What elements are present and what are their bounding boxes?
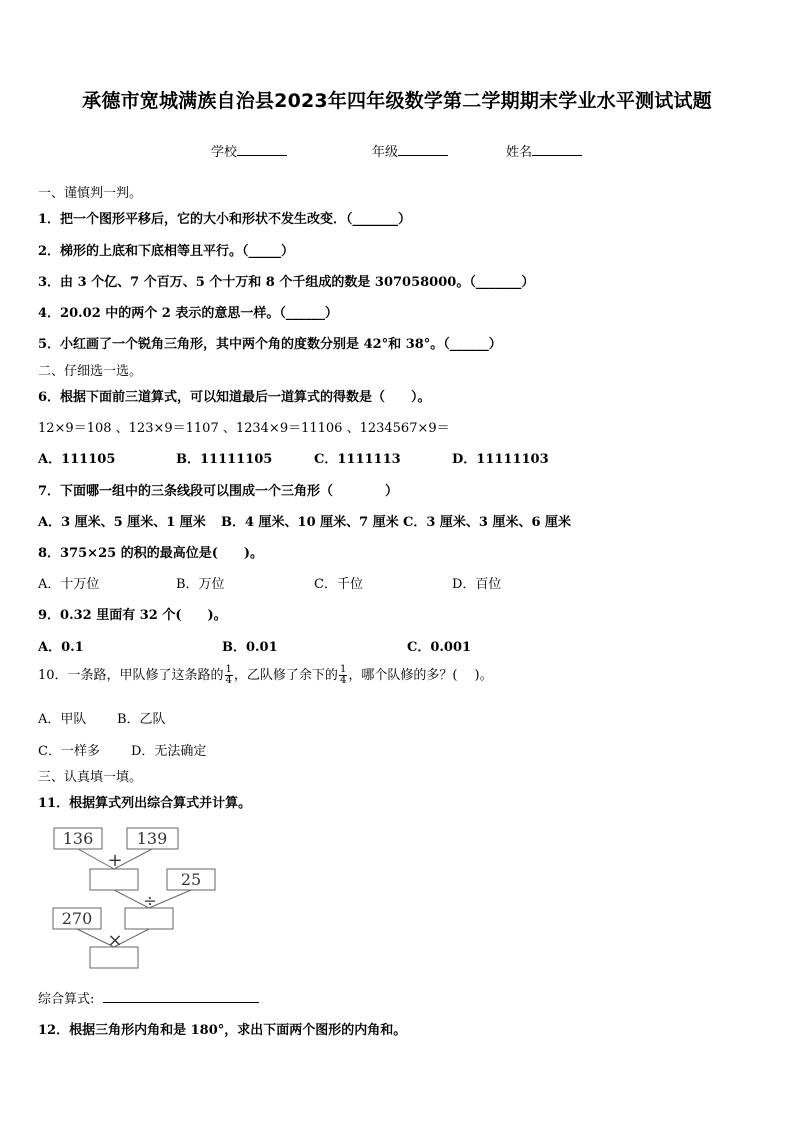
diagram-number-25: 25 — [180, 870, 202, 889]
q10-fraction-2-numerator: 1 — [339, 664, 347, 675]
q11-answer-blank[interactable] — [103, 990, 259, 1003]
question-5: 5．小红画了一个锐角三角形，其中两个角的度数分别是 42°和 38°。（______） — [38, 337, 502, 352]
q8-option-b[interactable]: B．万位 — [176, 577, 225, 592]
question-12: 12．根据三角形内角和是 180°，求出下面两个图形的内角和。 — [38, 1023, 407, 1038]
q11-answer-row — [38, 988, 259, 1007]
question-10 — [38, 664, 493, 686]
question-11: 11．根据算式列出综合算式并计算。 — [38, 796, 252, 811]
q6-option-d[interactable]: D．11111103 — [452, 452, 549, 467]
diagram-number-136: 136 — [62, 829, 94, 848]
q10-fraction-1-denominator: 4 — [225, 675, 232, 686]
grade-blank[interactable] — [398, 143, 448, 156]
question-4: 4．20.02 中的两个 2 表示的意思一样。（______） — [38, 306, 338, 321]
q10-option-d[interactable]: D．无法确定 — [131, 744, 207, 759]
section-2-heading: 二、仔细选一选。 — [38, 364, 143, 379]
q10-fraction-2 — [339, 665, 347, 686]
q9-option-b[interactable]: B．0.01 — [222, 640, 278, 655]
q8-option-a[interactable]: A．十万位 — [38, 577, 100, 592]
box-quotient-result[interactable] — [125, 908, 173, 929]
plus-operator: + — [107, 850, 123, 871]
q9-option-a[interactable]: A．0.1 — [38, 640, 84, 655]
q6-option-b[interactable]: B．11111105 — [176, 452, 273, 467]
multiply-operator: × — [107, 930, 123, 951]
q6-option-c[interactable]: C．1111113 — [314, 452, 401, 467]
question-6-expression: 12×9＝108 、123×9＝1107 、1234×9＝11106 、1234567×9＝ — [38, 421, 450, 436]
q10-text-3: ，哪个队修的多？( )。 — [348, 668, 493, 683]
question-8: 8．375×25 的积的最高位是( )。 — [38, 546, 263, 561]
box-sum-result[interactable] — [90, 869, 138, 890]
q10-text-1: 10．一条路，甲队修了这条路的 — [38, 668, 224, 683]
school-label: 学校 — [211, 145, 238, 160]
q10-text-2: ，乙队修了余下的 — [233, 668, 338, 683]
school-field[interactable] — [211, 141, 287, 160]
q7-option-a[interactable]: A．3 厘米、5 厘米、1 厘米 — [38, 515, 206, 530]
question-6: 6．根据下面前三道算式，可以知道最后一道算式的得数是（ ）。 — [38, 390, 431, 405]
diagram-number-270: 270 — [61, 909, 93, 928]
q8-option-c[interactable]: C．千位 — [314, 577, 363, 592]
q11-calculation-diagram — [50, 826, 220, 976]
q7-option-b[interactable]: B．4 厘米、10 厘米、7 厘米 — [221, 515, 399, 530]
question-1: 1．把一个图形平移后，它的大小和形状不发生改变．（_______） — [38, 212, 412, 227]
question-9: 9．0.32 里面有 32 个( )。 — [38, 608, 227, 623]
question-2: 2．梯形的上底和下底相等且平行。（_____） — [38, 244, 295, 259]
question-7: 7．下面哪一组中的三条线段可以围成一个三角形（ ） — [38, 484, 399, 499]
q8-option-d[interactable]: D．百位 — [452, 577, 502, 592]
page-title: 承德市宽城满族自治县2023年四年级数学第二学期期末学业水平测试试题 — [82, 90, 712, 112]
divide-operator: ÷ — [143, 891, 157, 910]
q7-option-c[interactable]: C．3 厘米、3 厘米、6 厘米 — [403, 515, 572, 530]
diagram-number-139: 139 — [136, 829, 168, 848]
section-3-heading: 三、认真填一填。 — [38, 770, 143, 785]
section-1-heading: 一、谨慎判一判。 — [38, 186, 143, 201]
q10-fraction-2-denominator: 4 — [339, 675, 347, 686]
q10-option-c[interactable]: C．一样多 — [38, 744, 100, 759]
school-blank[interactable] — [237, 143, 287, 156]
q10-fraction-1 — [225, 665, 233, 686]
grade-label: 年级 — [372, 145, 399, 160]
q10-fraction-1-numerator: 1 — [225, 664, 232, 675]
q6-option-a[interactable]: A．111105 — [38, 452, 116, 467]
name-blank[interactable] — [532, 143, 582, 156]
q9-option-c[interactable]: C．0.001 — [407, 640, 472, 655]
q10-option-b[interactable]: B．乙队 — [117, 712, 166, 727]
grade-field[interactable] — [372, 141, 448, 160]
question-3: 3．由 3 个亿、7 个百万、5 个十万和 8 个千组成的数是 307058000。（_______） — [38, 275, 535, 290]
q11-answer-label: 综合算式: — [38, 992, 95, 1007]
name-field[interactable] — [506, 141, 582, 160]
q10-option-a[interactable]: A．甲队 — [38, 712, 87, 727]
name-label: 姓名 — [506, 145, 533, 160]
